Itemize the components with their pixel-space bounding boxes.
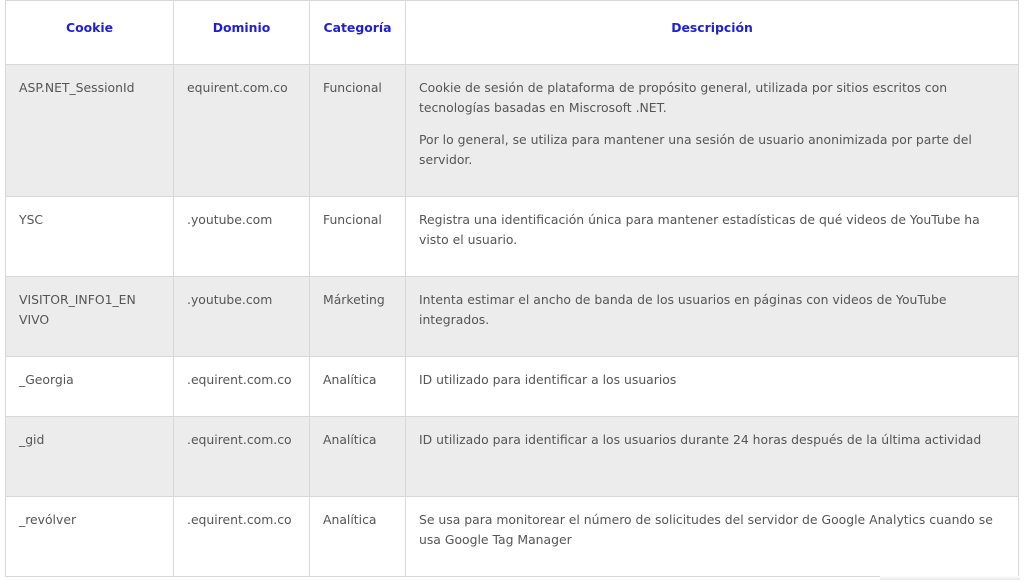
cookie-table [5, 0, 1019, 577]
category-cell: Funcional [310, 197, 406, 277]
cookie-name-cell: YSC [6, 197, 174, 277]
cookie-name-cell: ASP.NET_SessionId [6, 65, 174, 197]
cookie-name-cell: _gid [6, 417, 174, 497]
domain-cell: .youtube.com [174, 197, 310, 277]
description-paragraph: Se usa para monitorear el número de solicitudes del servidor de Google Analytics cuando se usa Google Tag Manager [419, 512, 993, 547]
description-cell [406, 417, 1019, 497]
table-row [6, 357, 1019, 417]
category-cell: Analítica [310, 417, 406, 497]
description-paragraph: Intenta estimar el ancho de banda de los usuarios en páginas con videos de YouTube integrados. [419, 292, 947, 327]
domain-cell: .equirent.com.co [174, 417, 310, 497]
domain-cell: equirent.com.co [174, 65, 310, 197]
cookie-name-cell: VISITOR_INFO1_EN VIVO [6, 277, 174, 357]
table-body [6, 65, 1019, 577]
description-cell [406, 65, 1019, 197]
column-header-domain: Dominio [174, 1, 310, 65]
table-row [6, 197, 1019, 277]
description-cell [406, 357, 1019, 417]
description-paragraph: Cookie de sesión de plataforma de propósito general, utilizada por sitios escritos con tecnologías basadas en Miscrosoft .NET. [419, 80, 948, 115]
table-header [6, 1, 1019, 65]
header-row [6, 1, 1019, 65]
column-header-description: Descripción [406, 1, 1019, 65]
description-paragraph: Por lo general, se utiliza para mantener una sesión de usuario anonimizada por parte del servidor. [419, 132, 972, 167]
domain-cell: .equirent.com.co [174, 357, 310, 417]
table-row [6, 417, 1019, 497]
description-paragraph: Registra una identificación única para mantener estadísticas de qué videos de YouTube ha visto el usuario. [419, 212, 980, 247]
description-cell [406, 197, 1019, 277]
column-header-cookie: Cookie [6, 1, 174, 65]
table-row [6, 497, 1019, 577]
description-paragraph: ID utilizado para identificar a los usuarios durante 24 horas después de la última actividad [419, 432, 982, 447]
description-cell [406, 497, 1019, 577]
category-cell: Analítica [310, 497, 406, 577]
column-header-category: Categoría [310, 1, 406, 65]
domain-cell: .equirent.com.co [174, 497, 310, 577]
cookie-name-cell: _Georgia [6, 357, 174, 417]
table-row [6, 277, 1019, 357]
category-cell: Analítica [310, 357, 406, 417]
scrollbar-hint [880, 576, 1020, 580]
domain-cell: .youtube.com [174, 277, 310, 357]
description-paragraph: ID utilizado para identificar a los usuarios [419, 372, 677, 387]
category-cell: Márketing [310, 277, 406, 357]
table-row [6, 65, 1019, 197]
description-cell [406, 277, 1019, 357]
category-cell: Funcional [310, 65, 406, 197]
cookie-name-cell: _revólver [6, 497, 174, 577]
